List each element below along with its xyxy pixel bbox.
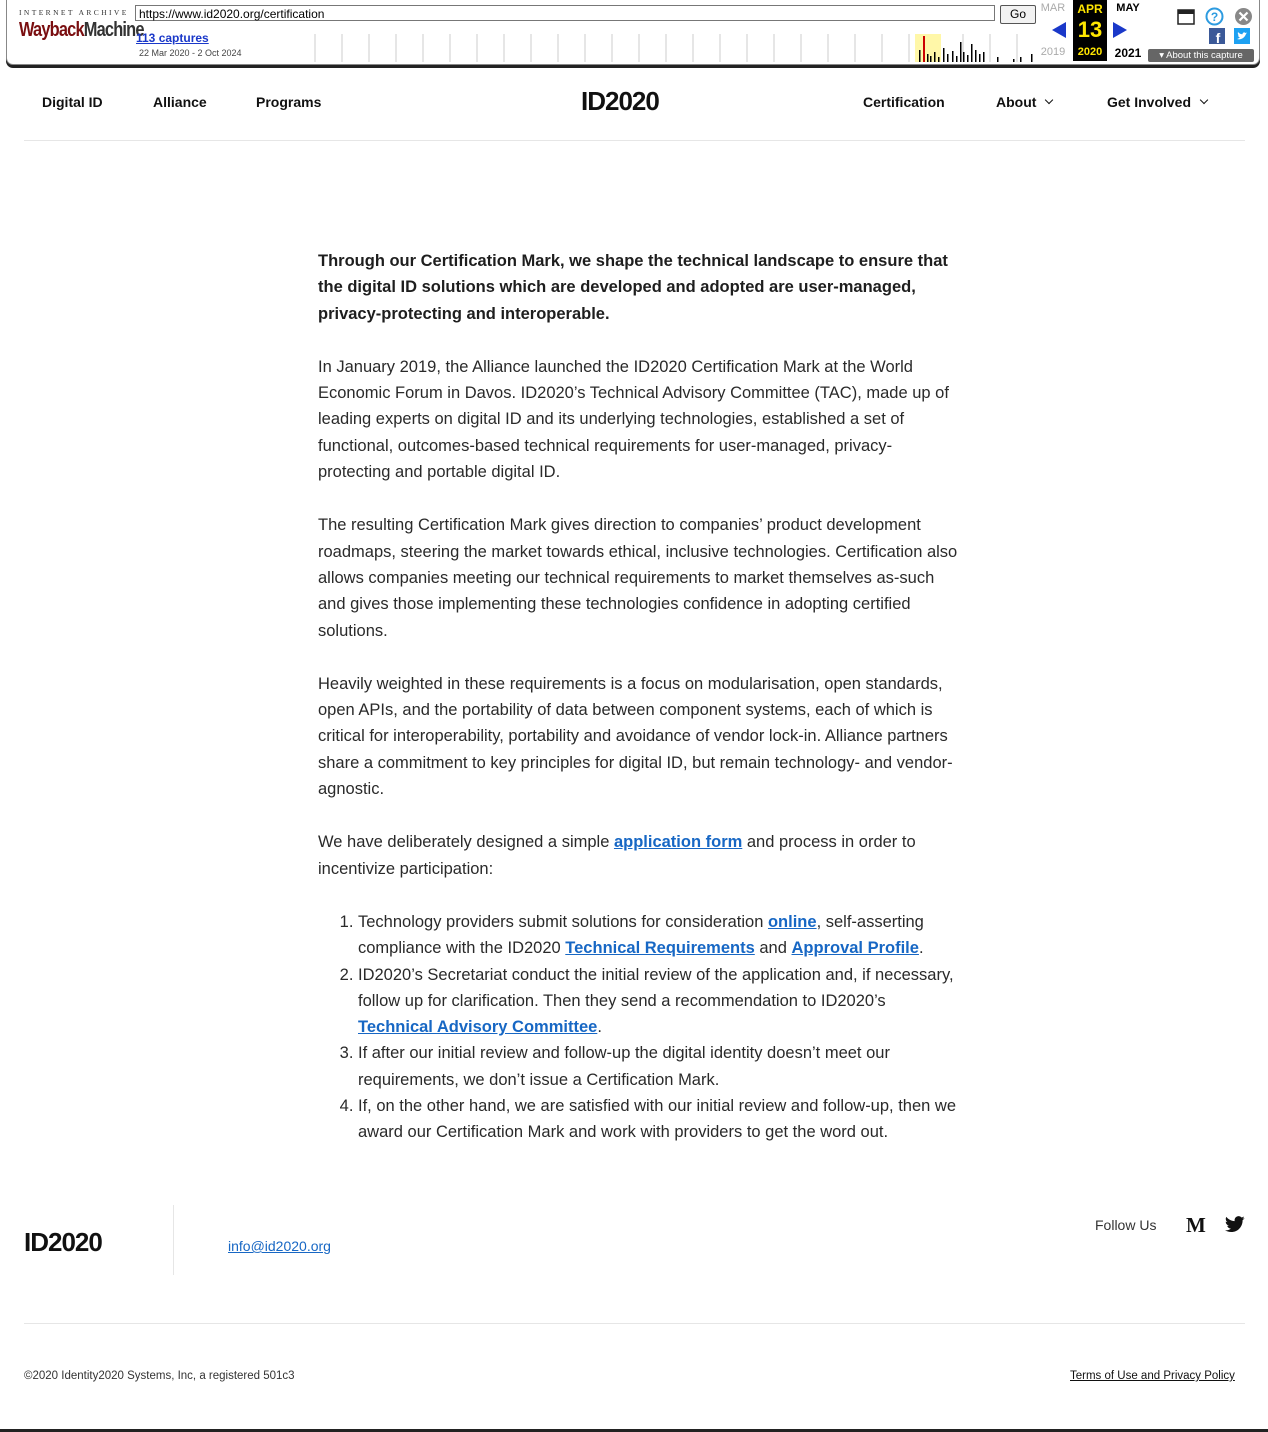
- internet-archive-label: INTERNET ARCHIVE: [19, 8, 129, 17]
- list-item: 3. If after our initial review and follow-up the digital identity doesn’t meet our requirements, we don’t issue a Certification Mark.: [358, 1040, 958, 1093]
- wayback-capture-sparkline[interactable]: [307, 34, 1035, 62]
- footer-email-link[interactable]: info@id2020.org: [228, 1238, 331, 1254]
- text-segment: and process in order to incentivize participation:: [318, 833, 916, 878]
- nav-get-involved[interactable]: [1107, 94, 1207, 110]
- nav-get-involved-label: Get Involved: [1107, 94, 1192, 110]
- wayback-capture-range: 22 Mar 2020 - 2 Oct 2024: [139, 48, 242, 58]
- chevron-down-icon: [1200, 96, 1208, 104]
- text-segment: Technology providers submit solutions for consideration: [358, 912, 768, 931]
- paragraph-launch: In January 2019, the Alliance launched the ID2020 Certification Mark at the World Economic Forum in Davos. ID2020’s Technical Advisory Committee (TAC), made up of leading experts on digital ID and its underlying technologies, established a set of functional, outcomes-based technical requirements for user-managed, privacy-protecting and portable digital ID.: [318, 357, 949, 482]
- wayback-current-year: 2020: [1077, 46, 1103, 58]
- lead-paragraph: Through our Certification Mark, we shape the technical landscape to ensure that the digital ID solutions which are developed and adopted are user-managed, privacy-protecting and interoperable.: [318, 252, 948, 323]
- svg-text:?: ?: [1210, 10, 1219, 24]
- wayback-current-month: APR: [1077, 2, 1103, 16]
- wayback-next-capture-arrow-icon[interactable]: [1113, 22, 1127, 38]
- nav-alliance[interactable]: Alliance: [153, 94, 207, 110]
- text-segment: .: [597, 1018, 602, 1037]
- machine-word: Machine: [83, 19, 144, 41]
- wayback-prev-capture-arrow-icon[interactable]: [1052, 22, 1066, 38]
- nav-digital-id[interactable]: Digital ID: [42, 94, 103, 110]
- wayback-captures-link[interactable]: 113 captures: [136, 31, 209, 45]
- twitter-icon[interactable]: [1225, 1216, 1245, 1233]
- text-segment: ID2020’s Secretariat conduct the initial review of the application and, if necessary, follow up for clarification. Then they send a recommendation to ID2020’s: [358, 965, 954, 1010]
- wayback-about-capture-button[interactable]: ▾ About this capture: [1148, 49, 1254, 62]
- wayback-go-button[interactable]: Go: [1000, 5, 1036, 24]
- text-segment: , self-asserting compliance with the ID2020: [358, 912, 924, 958]
- paragraph-certification-mark: The resulting Certification Mark gives direction to companies’ product development roadmaps, steering the market towards ethical, inclusive technologies. Certification also allows companies meeting our technical requirements to market themselves as-such and gives those implementing these technologies confidence in adopting certified solutions.: [318, 516, 958, 640]
- terms-privacy-link[interactable]: Terms of Use and Privacy Policy: [1070, 1370, 1235, 1382]
- technical-requirements-link[interactable]: Technical Requirements: [565, 939, 755, 958]
- technical-advisory-committee-link[interactable]: Technical Advisory Committee: [358, 1018, 598, 1037]
- text-segment: .: [918, 939, 924, 958]
- wayback-next-month[interactable]: MAY: [1116, 2, 1140, 14]
- facebook-share-icon[interactable]: [1209, 28, 1225, 44]
- svg-text:f: f: [1215, 30, 1221, 44]
- wayback-machine-wordmark: [19, 19, 144, 41]
- nav-about-label: About: [996, 94, 1037, 110]
- paragraph-requirements: Heavily weighted in these requirements is a focus on modularisation, open standards, open APIs, and the portability of data between component systems, each of which is critical for interoperability, portability and avoidance of vendor lock-in. Alliance partners share a commitment to key principles for digital ID, but remain technology- and vendor-agnostic.: [318, 674, 953, 799]
- wayback-word: Wayback: [19, 19, 84, 41]
- approval-profile-link[interactable]: Approval Profile: [791, 939, 919, 958]
- list-item: [358, 962, 958, 1041]
- wayback-window-icon[interactable]: [1177, 9, 1195, 25]
- site-header: [24, 76, 1245, 141]
- wayback-toolbar: [6, 0, 1260, 65]
- paragraph-application: [318, 829, 958, 882]
- process-steps-list: [318, 909, 958, 1146]
- certification-content: [318, 248, 958, 1146]
- wayback-prev-year[interactable]: 2019: [1040, 46, 1066, 58]
- wayback-help-icon[interactable]: [1205, 7, 1224, 26]
- follow-us-label: Follow Us: [1095, 1217, 1157, 1233]
- online-link[interactable]: online: [767, 912, 817, 931]
- wayback-logo[interactable]: [19, 8, 144, 41]
- wayback-url-input[interactable]: https://www.id2020.org/certification: [135, 5, 995, 21]
- list-item: [358, 909, 958, 962]
- footer-divider: [173, 1205, 174, 1275]
- text-segment: We have deliberately designed a simple: [318, 833, 614, 852]
- footer-separator: [24, 1323, 1245, 1324]
- wayback-current-day: 13: [1077, 17, 1103, 42]
- medium-icon[interactable]: M: [1186, 1213, 1206, 1237]
- footer-logo[interactable]: ID2020: [24, 1227, 102, 1257]
- text-segment: and: [754, 939, 792, 958]
- application-form-link[interactable]: application form: [613, 833, 743, 852]
- twitter-share-icon[interactable]: [1234, 28, 1250, 44]
- wayback-prev-month[interactable]: MAR: [1040, 2, 1066, 14]
- chevron-down-icon: [1045, 96, 1053, 104]
- list-item: 4. If, on the other hand, we are satisfied with our initial review and follow-up, then we award our Certification Mark and work with providers to get the word out.: [358, 1093, 958, 1146]
- site-logo[interactable]: ID2020: [581, 86, 659, 116]
- nav-about[interactable]: [996, 94, 1052, 110]
- wayback-next-year[interactable]: 2021: [1114, 46, 1142, 60]
- nav-programs[interactable]: Programs: [256, 94, 322, 110]
- nav-certification[interactable]: Certification: [863, 94, 945, 110]
- copyright-text: ©2020 Identity2020 Systems, Inc, a registered 501c3: [24, 1370, 295, 1382]
- wayback-close-icon[interactable]: [1234, 7, 1253, 26]
